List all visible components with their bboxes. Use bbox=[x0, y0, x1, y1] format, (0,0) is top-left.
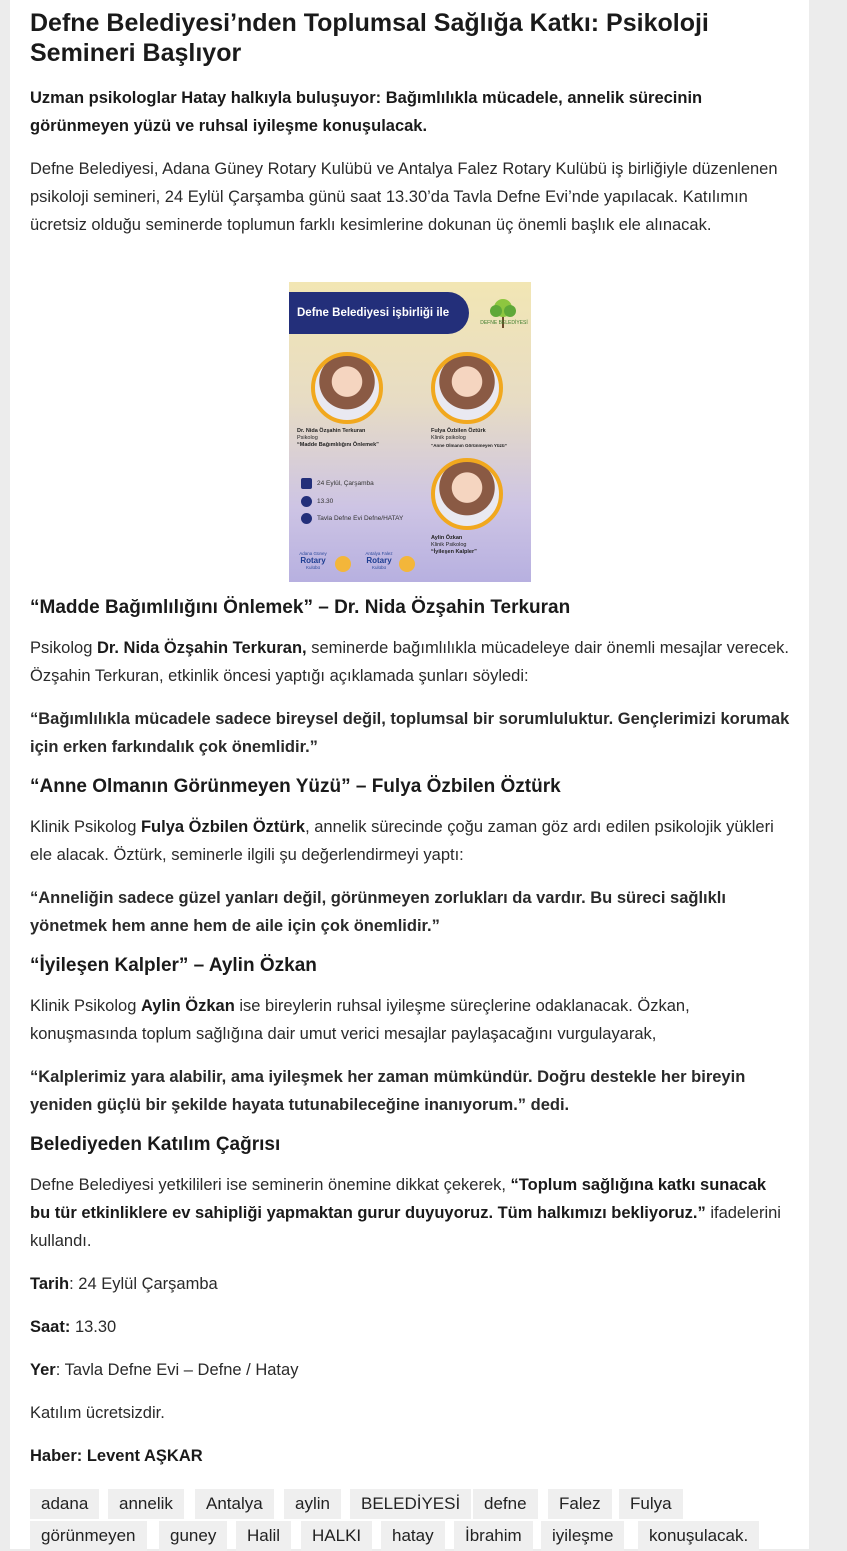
tag-link[interactable]: iyileşme bbox=[541, 1521, 624, 1551]
section2-quote: “Anneliğin sadece güzel yanları değil, görünmeyen zorlukları da vardır. Bu süreci sağlıklı yönetmek hem anne hem de aile için çok önemlidir.” bbox=[30, 889, 726, 935]
tag-link[interactable]: defne bbox=[473, 1489, 538, 1519]
tag-link[interactable]: Antalya bbox=[195, 1489, 274, 1519]
poster-place: Tavla Defne Evi Defne/HATAY bbox=[301, 513, 403, 524]
speaker3-caption: Aylin Özkan Klinik Psikolog “İyileşen Kalpler” bbox=[431, 535, 477, 555]
event-free-note: Katılım ücretsizdir. bbox=[30, 1404, 165, 1422]
tag-link[interactable]: Fulya bbox=[619, 1489, 683, 1519]
seminar-poster bbox=[289, 282, 531, 582]
rotary-wheel-icon bbox=[399, 556, 415, 572]
section3-paragraph: Klinik Psikolog Aylin Özkan ise bireylerin ruhsal iyileşme süreçlerine odaklanacak. Özkan, konuşmasında toplum sağlığına dair umut verici mesajlar paylaşacağını vurgulayarak, bbox=[30, 997, 690, 1043]
event-place: Yer: Tavla Defne Evi – Defne / Hatay bbox=[30, 1361, 299, 1379]
location-pin-icon bbox=[301, 513, 312, 524]
poster-date: 24 Eylül, Çarşamba bbox=[301, 478, 374, 489]
article-intro: Defne Belediyesi, Adana Güney Rotary Kulübü ve Antalya Falez Rotary Kulübü iş birliğiyle düzenlenen psikoloji semineri, 24 Eylül Çarşamba günü saat 13.30’da Tavla Defne Evi’nde yapılacak. Katılımın ücretsiz olduğu seminerde toplumun farklı kesimlerine dokunan üç önemli başlık ele alınacak. bbox=[30, 160, 778, 234]
section3-quote: “Kalplerimiz yara alabilir, ama iyileşmek her zaman mümkündür. Doğru destekle her bireyin yeniden güçlü bir şekilde hayata tutunabileceğine inanıyorum.” dedi. bbox=[30, 1068, 746, 1114]
tag-link[interactable]: annelik bbox=[108, 1489, 184, 1519]
section4-heading: Belediyeden Katılım Çağrısı bbox=[30, 1134, 281, 1155]
section2-paragraph: Klinik Psikolog Fulya Özbilen Öztürk, annelik sürecinde çoğu zaman göz ardı edilen psikolojik yükleri ele alacak. Öztürk, seminerle ilgili şu değerlendirmeyi yaptı: bbox=[30, 818, 774, 864]
section2-heading: “Anne Olmanın Görünmeyen Yüzü” – Fulya Özbilen Öztürk bbox=[30, 776, 561, 797]
tag-link[interactable]: Falez bbox=[548, 1489, 612, 1519]
section1-heading: “Madde Bağımlılığını Önlemek” – Dr. Nida Özşahin Terkuran bbox=[30, 597, 571, 618]
tag-link[interactable]: Halil bbox=[236, 1521, 291, 1551]
event-time: Saat: 13.30 bbox=[30, 1318, 117, 1336]
rotary-club-antalya: Antalya Falez Rotary Kulübü bbox=[365, 551, 393, 570]
tag-link[interactable]: konuşulacak. bbox=[638, 1521, 759, 1551]
article-title: Defne Belediyesi’nden Toplumsal Sağlığa Katkı: Psikoloji Semineri Başlıyor bbox=[30, 9, 709, 67]
article-lead: Uzman psikologlar Hatay halkıyla buluşuyor: Bağımlılıkla mücadele, annelik sürecinin görünmeyen yüzü ve ruhsal iyileşme konuşulacak. bbox=[30, 89, 703, 135]
article-author: Haber: Levent AŞKAR bbox=[30, 1447, 203, 1465]
tag-link[interactable]: hatay bbox=[381, 1521, 445, 1551]
section3-heading: “İyileşen Kalpler” – Aylin Özkan bbox=[30, 955, 317, 976]
clock-icon bbox=[301, 496, 312, 507]
rotary-club-adana: Adana Güney Rotary Kulübü bbox=[299, 551, 327, 570]
speaker1-photo bbox=[311, 352, 383, 424]
poster-banner: Defne Belediyesi işbirliği ile bbox=[289, 292, 469, 334]
speaker2-photo bbox=[431, 352, 503, 424]
section1-quote: “Bağımlılıkla mücadele sadece bireysel değil, toplumsal bir sorumluluktur. Gençlerimizi korumak için erken farkındalık çok önemlidir.” bbox=[30, 710, 790, 756]
calendar-icon bbox=[301, 478, 312, 489]
tag-link[interactable]: HALKI bbox=[301, 1521, 372, 1551]
section4-paragraph: Defne Belediyesi yetkilileri ise seminerin önemine dikkat çekerek, “Toplum sağlığına katkı sunacak bu tür etkinliklere ev sahipliği yapmaktan gurur duyuyoruz. Tüm halkımızı bekliyoruz.” ifadelerini kullandı. bbox=[30, 1176, 781, 1250]
poster-logo-text: DEFNE BELEDİYESİ bbox=[480, 320, 528, 326]
tag-link[interactable]: aylin bbox=[284, 1489, 341, 1519]
event-date: Tarih: 24 Eylül Çarşamba bbox=[30, 1275, 218, 1293]
tag-link[interactable]: adana bbox=[30, 1489, 99, 1519]
tag-link[interactable]: görünmeyen bbox=[30, 1521, 147, 1551]
speaker2-caption: Fulya Özbilen Öztürk Klinik psikolog “Anne Olmanın Görünmeyen Yüzü” bbox=[431, 428, 507, 448]
tag-link[interactable]: İbrahim bbox=[454, 1521, 533, 1551]
speaker1-caption: Dr. Nida Özşahin Terkuran Psikolog “Madde Bağımlılığını Önlemek” bbox=[297, 428, 379, 448]
speaker3-photo bbox=[431, 458, 503, 530]
rotary-wheel-icon bbox=[335, 556, 351, 572]
tag-link[interactable]: BELEDİYESİ bbox=[350, 1489, 471, 1519]
tag-link[interactable]: guney bbox=[159, 1521, 227, 1551]
section1-paragraph: Psikolog Dr. Nida Özşahin Terkuran, seminerde bağımlılıkla mücadeleye dair önemli mesajlar verecek. Özşahin Terkuran, etkinlik öncesi yaptığı açıklamada şunları söyledi: bbox=[30, 639, 790, 685]
article-page bbox=[10, 0, 809, 1549]
poster-time: 13.30 bbox=[301, 496, 333, 507]
